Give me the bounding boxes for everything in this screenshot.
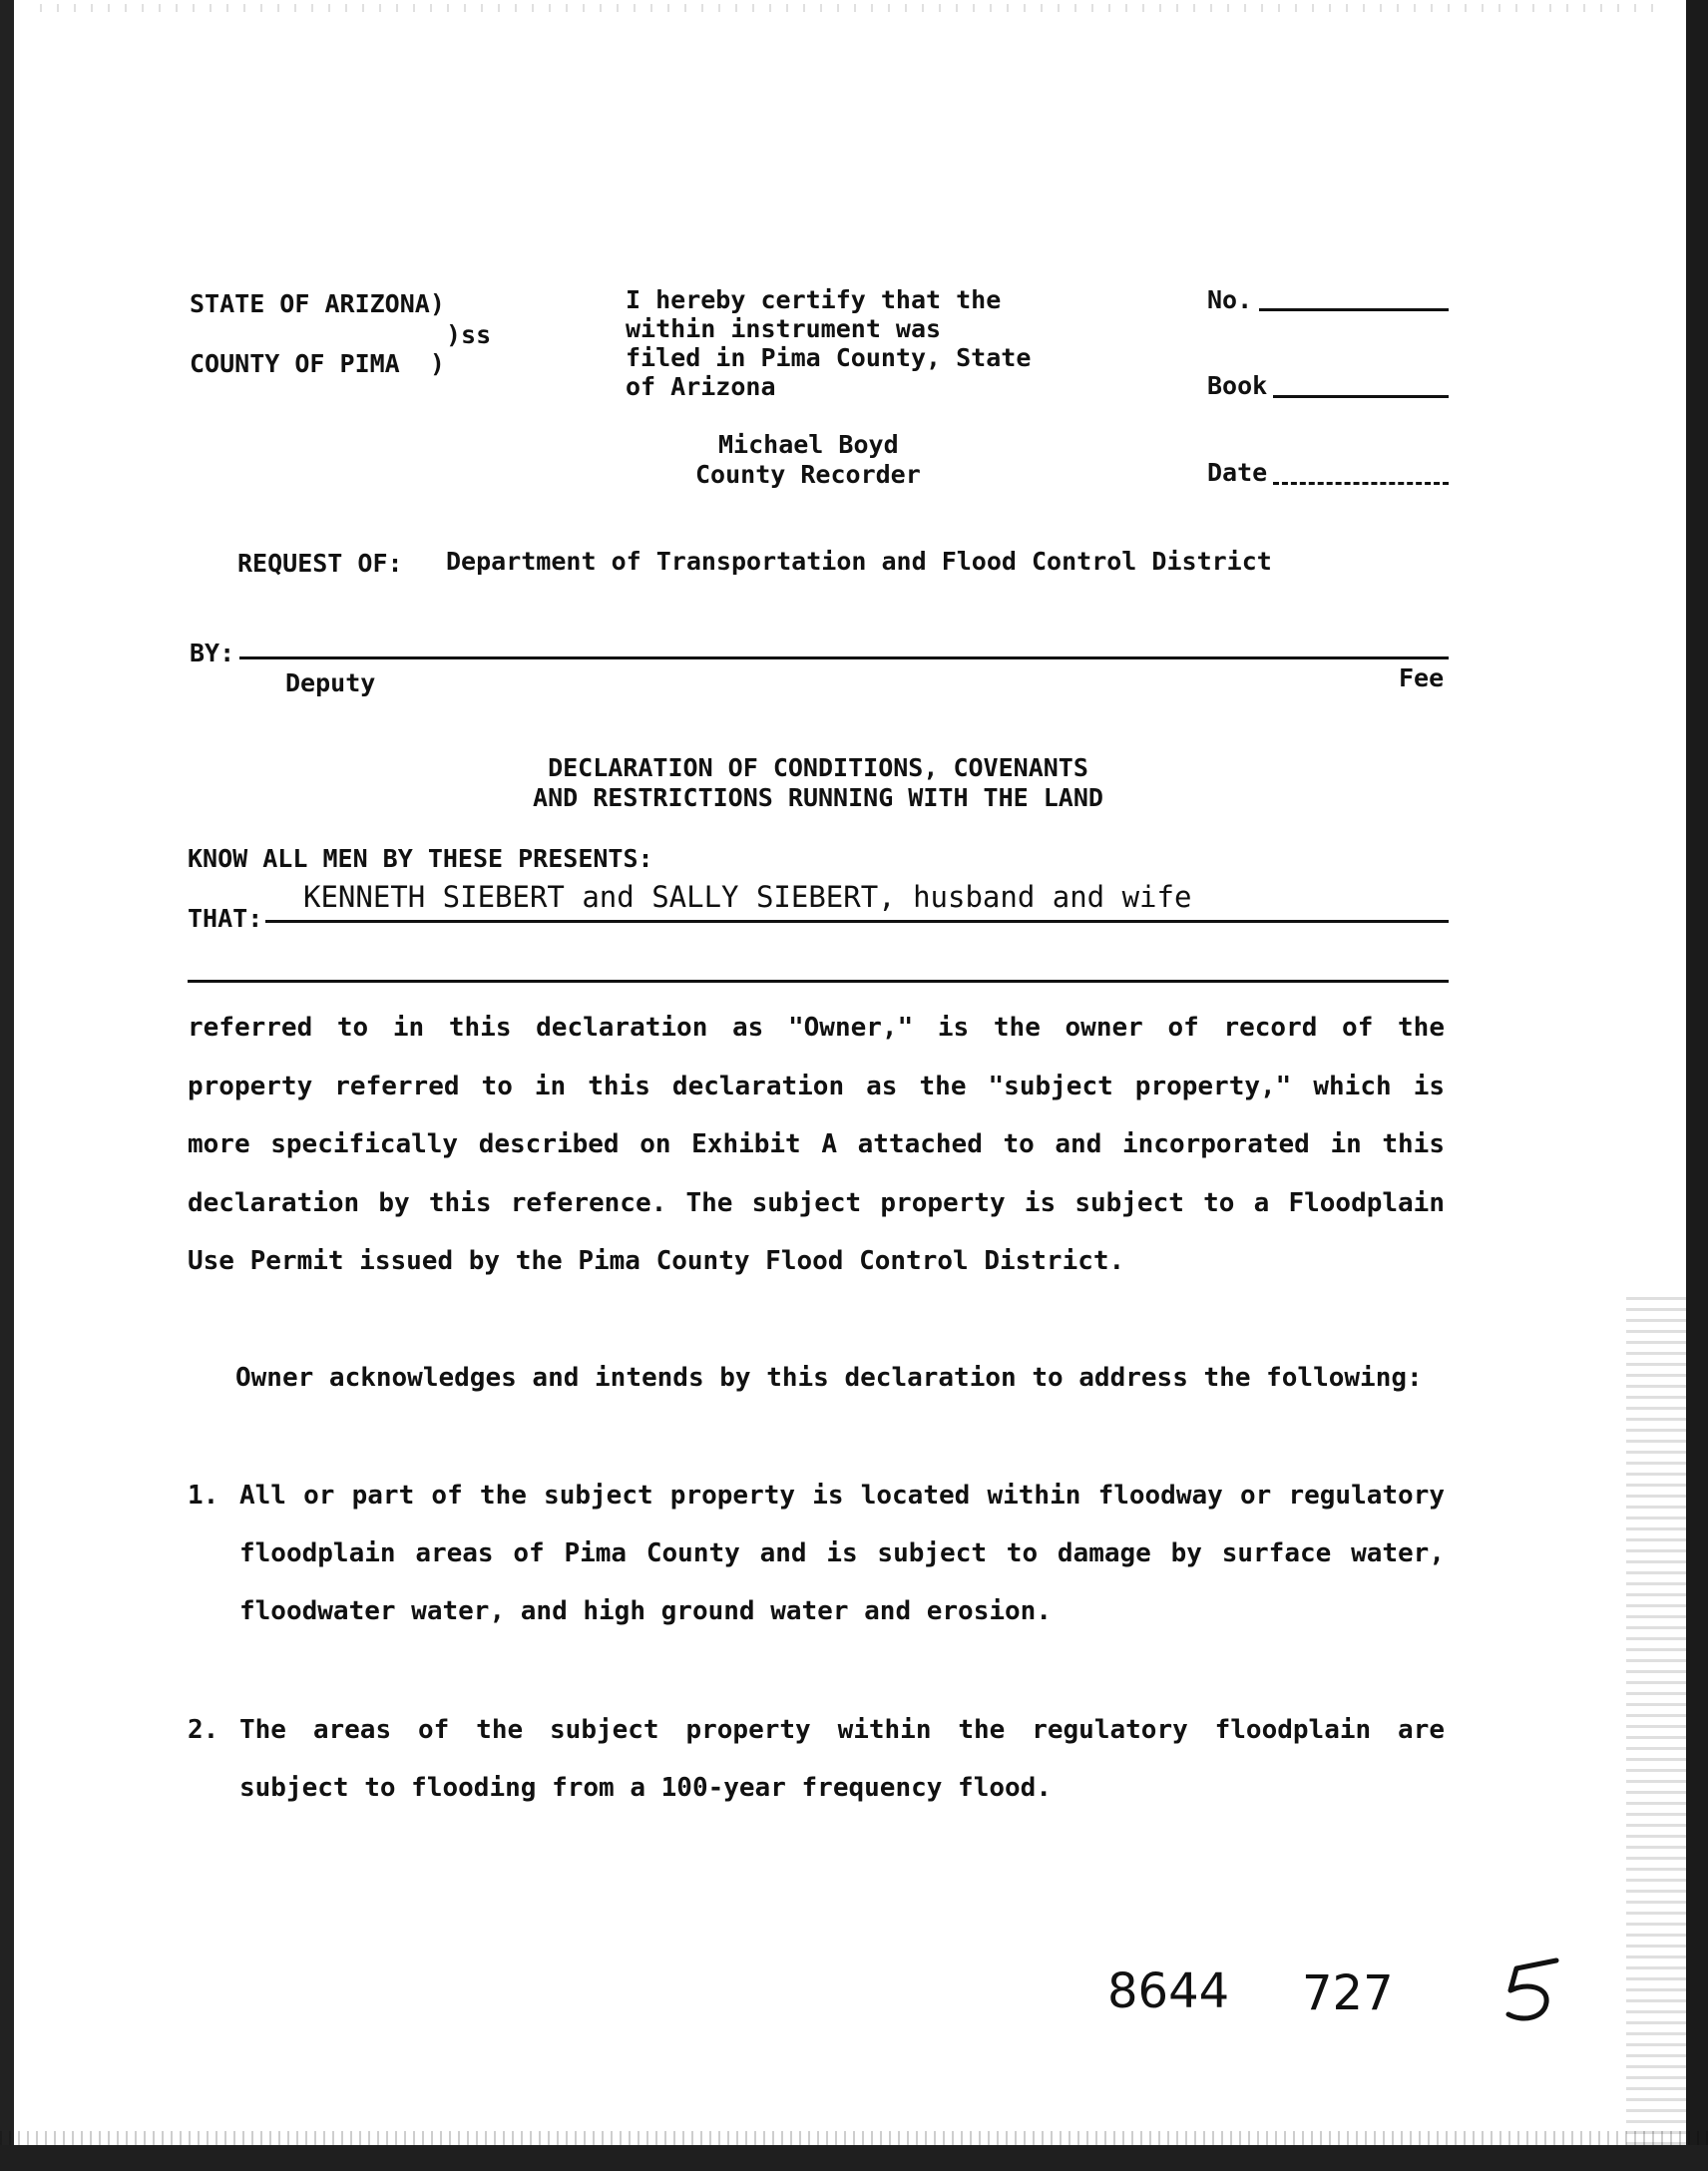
scan-border-left (0, 0, 14, 2171)
date-field (1273, 482, 1449, 485)
no-field (1259, 308, 1449, 311)
list-item-text: The areas of the subject property within the regulatory floodplain are subject to flooding from a 100-year frequency flood. (239, 1715, 1445, 1803)
deputy-label: Deputy (285, 668, 376, 697)
request-label: REQUEST OF: (237, 549, 403, 578)
scan-border-right (1686, 0, 1708, 2171)
state-label: STATE OF ARIZONA) (190, 289, 445, 318)
list-item-text: All or part of the subject property is located within floodway or regulatory floodplain areas of Pima County and is subject to damage by surface water, floodwater water, and high ground water and erosion. (239, 1481, 1445, 1626)
county-label: COUNTY OF PIMA ) (190, 349, 445, 378)
certify-line-3: filed in Pima County, State (626, 343, 1032, 372)
document-title-line-2: AND RESTRICTIONS RUNNING WITH THE LAND (533, 783, 1103, 812)
certify-line-2: within instrument was (626, 314, 942, 343)
paragraph-acknowledges: Owner acknowledges and intends by this declaration to address the following: (235, 1363, 1423, 1393)
paragraph-owner-property: referred to in this declaration as "Owner," is the owner of record of the property referred to in this declaration as the "subject property," which is more specifically described on Exhibit A attached to and incorporated in this declaration by this reference. The subject property is subject to a Floodplain Use Permit issued by the Pima County Flood Control District. (188, 1013, 1445, 1277)
certify-line-1: I hereby certify that the (626, 285, 1002, 314)
scan-noise-top (40, 4, 1656, 12)
docket-number: 8644 (1107, 1963, 1230, 2019)
book-label: Book (1207, 371, 1268, 400)
no-label: No. (1207, 285, 1253, 314)
ss-mark: )ss (446, 320, 492, 349)
recorder-name: Michael Boyd (718, 430, 899, 459)
scan-border-bottom (0, 2145, 1708, 2171)
request-value: Department of Transportation and Flood Control District (446, 547, 1272, 576)
by-label: BY: (190, 639, 235, 667)
scan-noise-bottom (0, 2131, 1708, 2145)
date-label: Date (1207, 458, 1268, 487)
that-line-2 (188, 980, 1449, 983)
list-item (188, 1701, 1449, 1821)
handwritten-page-mark (1487, 1951, 1576, 2030)
list-item-number: 2. (188, 1715, 219, 1745)
document-title-line-1: DECLARATION OF CONDITIONS, COVENANTS (548, 753, 1088, 782)
certify-line-4: of Arizona (626, 372, 776, 401)
know-all-heading: KNOW ALL MEN BY THESE PRESENTS: (188, 844, 653, 873)
that-label: THAT: (188, 904, 263, 933)
page-number: 727 (1302, 1965, 1394, 2021)
recorder-title: County Recorder (695, 460, 921, 489)
list-item (188, 1467, 1449, 1646)
that-line-1 (265, 920, 1449, 923)
book-field (1273, 395, 1449, 398)
list-item-number: 1. (188, 1481, 219, 1511)
by-signature-line (239, 656, 1449, 659)
fee-label: Fee (1399, 663, 1445, 692)
scan-noise-right (1626, 1297, 1686, 2145)
that-value: KENNETH SIEBERT and SALLY SIEBERT, husband and wife (303, 880, 1192, 914)
